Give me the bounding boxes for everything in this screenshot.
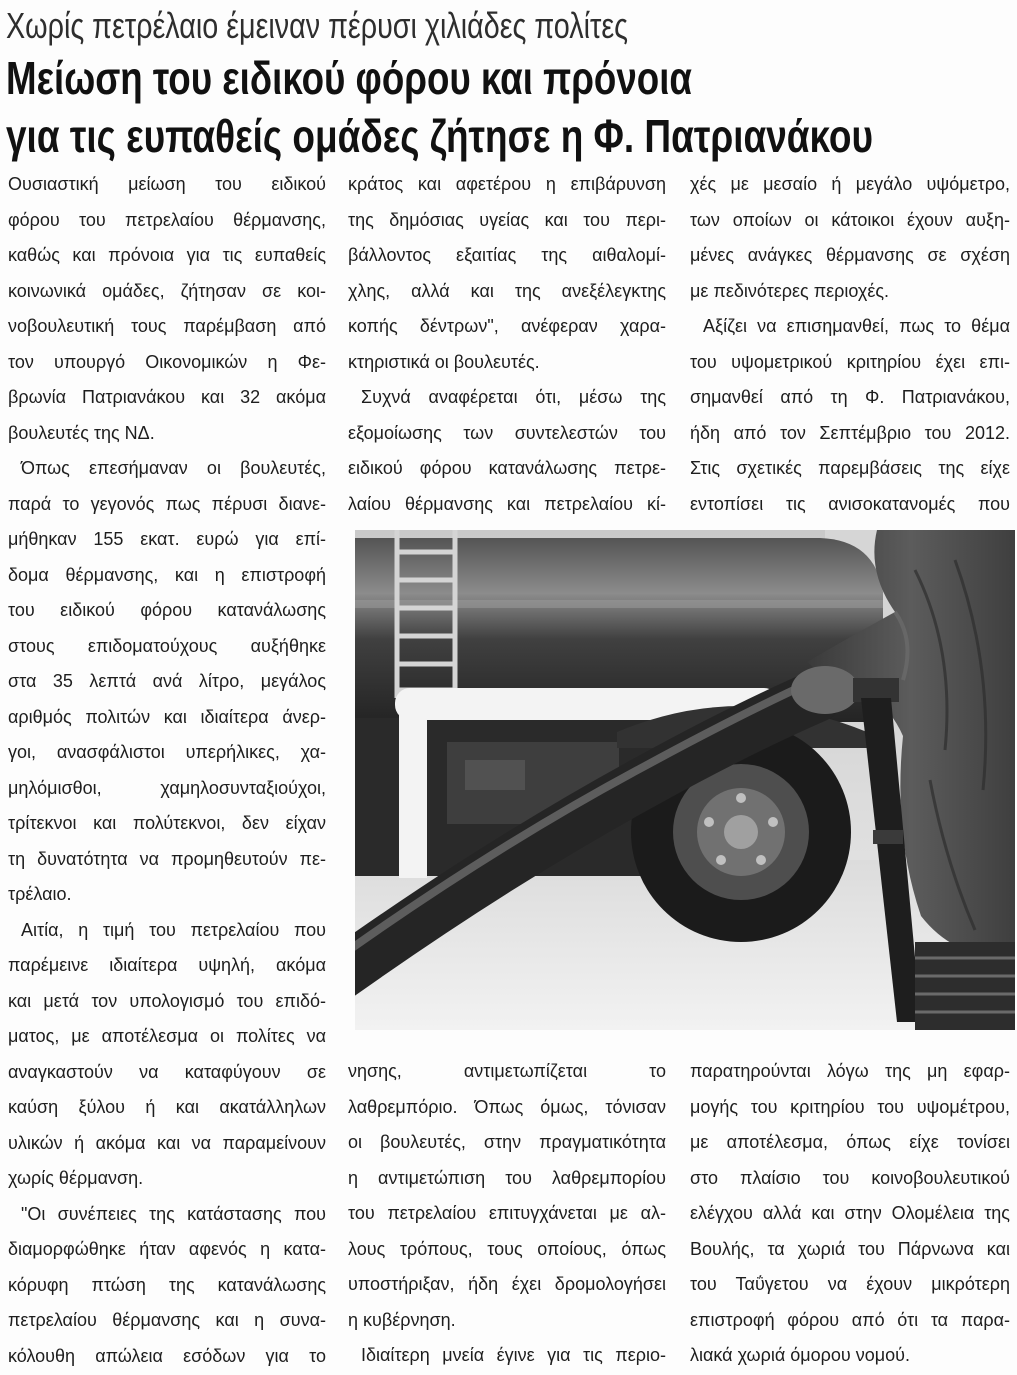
text-line: φόρου του πετρελαίου θέρμανσης, xyxy=(8,209,326,230)
text-line: παρά το γεγονός πως πέρυσι διανε- xyxy=(8,493,326,514)
text-line: λαίου θέρμανσης και πετρελαίου κί- xyxy=(348,493,666,514)
text-line: κόλουθη απώλεια εσόδων για το xyxy=(8,1345,326,1366)
article-column-right-top xyxy=(690,167,1010,522)
headline-line-1 xyxy=(6,52,1006,108)
text-line: λιακά χωριά όμορου νομού. xyxy=(690,1345,910,1365)
text-line: χλης, αλλά και της ανεξέλεγκτης xyxy=(348,280,666,301)
news-photo xyxy=(355,530,1015,1030)
text-line: του υψομετρικού κριτηρίου έχει επι- xyxy=(690,351,1010,372)
text-line: υλικών ή ακόμα και να παραμείνουν xyxy=(8,1132,326,1153)
text-line: και μετά τον υπολογισμό του επιδό- xyxy=(8,990,326,1011)
text-line: του Ταΰγετου να έχουν μικρότερη xyxy=(690,1274,1010,1294)
text-line: Όπως επεσήμαναν οι βουλευτές, xyxy=(21,458,326,478)
text-line: οι βουλευτές, στην πραγματικότητα xyxy=(348,1132,666,1152)
text-line: κτηριστικά οι βουλευτές. xyxy=(348,351,540,372)
text-line: μογής του κριτηρίου του υψομέτρου, xyxy=(690,1096,1010,1117)
text-line: τρέλαιο. xyxy=(8,884,72,904)
text-line: ήδη από τον Σεπτέμβριο του 2012. xyxy=(690,422,1010,443)
headline-text-1: Μείωση του ειδικού φόρου και πρόνοια xyxy=(6,52,692,104)
headline-text-2: για τις ευπαθείς ομάδες ζήτησε η Φ. Πατριανάκου xyxy=(6,110,873,162)
text-line: με πεδινότερες περιοχές. xyxy=(690,280,890,301)
text-line: βρωνία Πατριανάκου και 32 ακόμα xyxy=(8,387,326,407)
drain-grate xyxy=(915,942,1015,1030)
text-line: η κυβέρνηση. xyxy=(348,1309,456,1330)
headline-line-2 xyxy=(6,110,1006,168)
text-line: αριθμός πολιτών και ιδιαίτερα άνερ- xyxy=(8,706,326,727)
text-line: καθώς και πρόνοια για τις ευπαθείς xyxy=(8,245,326,265)
text-line: Αξίζει να επισημανθεί, πως το θέμα xyxy=(703,316,1010,336)
kicker-text: Χωρίς πετρέλαιο έμειναν πέρυσι χιλιάδες πολίτες xyxy=(6,5,628,46)
text-line: της δημόσιας υγείας και του περι- xyxy=(348,209,666,230)
text-line: χές με μεσαίο ή μεγάλο υψόμετρο, xyxy=(690,174,1010,194)
article-column-middle-top xyxy=(348,167,666,522)
text-line: βουλευτές της ΝΔ. xyxy=(8,422,155,443)
text-line: πετρελαίου θέρμανσης και η συνα- xyxy=(8,1310,326,1330)
text-line: κόρυφη πτώση της κατανάλωσης xyxy=(8,1274,326,1295)
text-line: καύση ξύλου ή και ακατάλληλων xyxy=(8,1097,326,1117)
photo-fuel-delivery xyxy=(355,530,1015,1030)
text-line: τη δυνατότητα να προμηθευτούν πε- xyxy=(8,848,326,869)
text-line: η αντιμετώπιση του λαθρεμπορίου xyxy=(348,1167,666,1188)
text-line: ελέγχου αλλά και στην Ολομέλεια της xyxy=(690,1203,1010,1223)
article-column-middle-bottom xyxy=(348,1054,666,1374)
text-line: Συχνά αναφέρεται ότι, μέσω της xyxy=(361,387,666,407)
text-line: μηλόμισθοι, χαμηλοσυνταξιούχοι, xyxy=(8,777,326,798)
text-line: χωρίς θέρμανση. xyxy=(8,1168,144,1188)
text-line: κοινωνικά ομάδες, ζήτησαν σε κοι- xyxy=(8,280,326,301)
text-line: μένες ανάγκες θέρμανσης σε σχέση xyxy=(690,245,1010,265)
text-line: των οποίων οι κάτοικοι έχουν αυξη- xyxy=(690,209,1010,230)
text-line: λαθρεμπόριο. Όπως όμως, τόνισαν xyxy=(348,1096,666,1117)
text-line: στο πλαίσιο του κοινοβουλευτικού xyxy=(690,1167,1010,1188)
article-column-left xyxy=(8,167,326,1374)
text-line: μήθηκαν 155 εκατ. ευρώ για επί- xyxy=(8,529,326,549)
text-line: ειδικού φόρου κατανάλωσης πετρε- xyxy=(348,458,666,478)
text-line: δομα θέρμανσης, και η επιστροφή xyxy=(8,564,326,585)
text-line: τον υπουργό Οικονομικών η Φε- xyxy=(8,351,326,372)
text-line: του ειδικού φόρου κατανάλωσης xyxy=(8,600,326,620)
kicker-line xyxy=(6,4,1006,50)
text-line: Βουλής, τα χωριά του Πάρνωνα και xyxy=(690,1238,1010,1259)
text-line: διαμορφώθηκε ήταν αφενός η κατα- xyxy=(8,1239,326,1259)
text-line: αναγκαστούν να καταφύγουν σε xyxy=(8,1061,326,1082)
text-line: βάλλοντος εξαιτίας της αιθαλομί- xyxy=(348,245,666,265)
glove xyxy=(791,666,859,714)
text-line: τρίτεκνοι και πολύτεκνοι, δεν είχαν xyxy=(8,813,326,833)
text-line: στους επιδοματούχους αυξήθηκε xyxy=(8,635,326,656)
text-line: Ουσιαστική μείωση του ειδικού xyxy=(8,174,326,194)
text-line: του πετρελαίου επιτυγχάνεται με αλ- xyxy=(348,1203,666,1223)
text-line: κοπής δέντρων", ανέφεραν χαρα- xyxy=(348,316,666,336)
text-line: στα 35 λεπτά ανά λίτρο, μεγάλος xyxy=(8,671,326,691)
text-line: Ιδιαίτερη μνεία έγινε για τις περιο- xyxy=(361,1345,666,1365)
text-line: "Οι συνέπειες της κατάστασης που xyxy=(21,1203,326,1224)
text-line: εντοπίσει τις ανισοκατανομές που xyxy=(690,493,1010,514)
text-line: επιστροφή φόρου από ότι τα παρα- xyxy=(690,1309,1010,1330)
text-line: γοι, ανασφάλιστοι υπερήλικες, χα- xyxy=(8,742,326,762)
text-line: νοβουλευτική τους παρέμβαση από xyxy=(8,316,326,336)
text-line: παρατηρούνται λόγω της μη εφαρ- xyxy=(690,1061,1010,1081)
text-line: Αιτία, η τιμή του πετρελαίου που xyxy=(21,919,326,940)
text-line: εξομοίωσης των συντελεστών του xyxy=(348,422,666,443)
text-line: κράτος και αφετέρου η επιβάρυνση xyxy=(348,174,666,194)
text-line: με αποτέλεσμα, όπως είχε τονίσει xyxy=(690,1132,1010,1152)
text-line: παρέμεινε ιδιαίτερα υψηλή, ακόμα xyxy=(8,955,326,975)
article-column-right-bottom xyxy=(690,1054,1010,1374)
text-line: Στις σχετικές παρεμβάσεις της είχε xyxy=(690,458,1010,478)
text-line: ματος, με αποτέλεσμα οι πολίτες να xyxy=(8,1026,326,1046)
text-line: λους τρόπους, τους οποίους, όπως xyxy=(348,1238,666,1259)
text-line: νησης, αντιμετωπίζεται το xyxy=(348,1061,666,1081)
text-line: υποστήριξαν, ήδη έχει δρομολογήσει xyxy=(348,1274,666,1294)
text-line: σημανθεί από τη Φ. Πατριανάκου, xyxy=(690,387,1010,407)
